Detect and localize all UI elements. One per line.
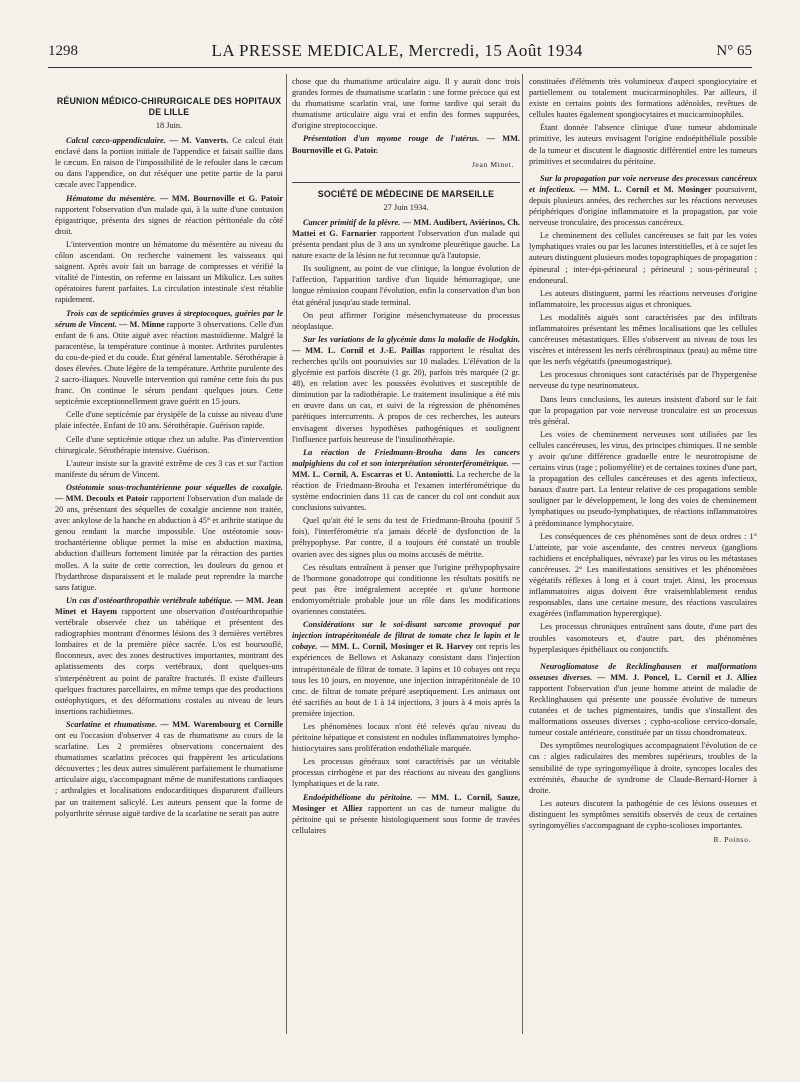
column-3 [529,76,757,845]
section-date-lille: 18 Juin. [155,121,183,130]
article-text: La recherche de la réaction de Friedmann-Brouha et l'examen interférométrique du système endocrinien dans 11 cas de cancer du col ont conduit aux conclusions suivantes. [292,469,520,513]
column-1 [55,76,283,821]
article-osteotomie [55,482,283,593]
paragraph: Les modalités aiguës sont caractérisées par des infiltrats inflammatoires présentant les mêmes localisations que les cellules cancéreuses métastatiques. Elles s'observent au niveau de tous les viscères et intéressent les nerfs cérébrospinaux (peau) au même titre que les nerfs végétatifs (pneumogastrique). [529,312,757,367]
journal-title: LA PRESSE MEDICALE, Mercredi, 15 Août 1934 [211,41,583,60]
paragraph: Dans leurs conclusions, les auteurs insistent d'abord sur le fait que la propagation par voie nerveuse tronculaire est un processus très général. [529,394,757,426]
article-title: Endoépithéliome du péritoine. [303,792,413,802]
article-sarcome [292,619,520,719]
paragraph: Celle d'une septicémie par érysipèle de la cuisse au niveau d'une plaie infectée. Enfant de 10 ans. Sérothérapie. Guérison rapide. [55,410,283,431]
paragraph: Quel qu'ait été le sens du test de Friedmann-Brouha (positif 5 fois), l'interférométrie n'a jamais décelé de dysfonction de la préhypophyse. Par contre, il a toujours été constaté un trouble ovarien avec des signes plus ou moins accusés de métrite. [292,516,520,559]
paragraph: L'auteur insiste sur la gravité extrême de ces 3 cas et sur l'action manifeste du sérum de Vincent. [55,458,283,479]
article-title: Scarlatine et rhumatisme. [66,719,158,729]
article-title: Calcul cæco-appendiculaire. [66,136,166,146]
article-text: ont repris les expériences de Bellows et Askanazy consistant dans l'injection intrapéritonéale de filtrat de tomate. 3 lapins et 10 cobayes ont reçu tous les 10 jours, en moyenne, une injection intrapéritonéale de 10 cmc. de filtrat de tomate préparé aseptiquement. Les animaux ont été sacrifiés au bout de 1 à 14 injections, 3 jours à 4 mois après la première injection. [292,642,520,718]
article-authors: — MM. Bournoville et G. Patoir [159,193,284,203]
article-text: rapporte 3 observations. Celle d'un enfant de 6 ans. Otite aiguë avec réaction mastoïdienne. Malgré la paracentèse, la température continue à monter. Arthrites purulentes du cou-de-pied et du coude. État général lamentable. Sérothérapie à doses élevées. Chute légère de la température. Arthrite purulente des 2 sacro-iliaques. Nouvelle intervention qui ramène cette fois du pus franc. On continue le sérum pendant quelques jours. Cette septicémie exceptionnellement grave guérit en 15 jours. [55,319,283,407]
paragraph: Les phénomènes locaux n'ont été relevés qu'au niveau du péritoine hépatique et consistent en nodules inflammatoires lympho-histiocytaires sans prolifération endothéliale marquée. [292,721,520,754]
article-authors: — MM. Bournoville et G. Patoir. [292,134,521,155]
article-text: rapportent une observation d'ostéoarthropathie vertébrale observée chez un tabétique et présentent des radiographies montrant d'énormes lésions des 3 dernières vertèbres lombaires et de la première pièce sacrée. L'os est boursouflé, floconneux, avec des zones destructives importantes, montrant des aplatissements des corps vertébraux, dont quelques-uns s'interpénètrent au point de paraître fracturés. Il existe d'ailleurs quelques fractures parcellaires, en même temps que des productions ostéophytiques, et des déformations costales au niveau de leurs insertions rachidiennes. [55,606,283,716]
section-title-lille: RÉUNION MÉDICO-CHIRURGICALE DES HOPITAUX DE LILLE [56,96,282,117]
article-neurogliomatose [529,661,757,739]
column-divider-2 [522,74,523,1034]
paragraph: Les processus généraux sont caractérisés par un véritable processus cirrhogène et par des réactions au niveau des ganglions lymphatiques et de la rate. [292,757,520,789]
article-endoepitheliome [292,792,520,836]
article-authors: — MM. Decoulx et Patoir [55,494,149,503]
article-authors: — MM. L. Cornil, A. Escarras et U. Antoniotti. [292,458,520,479]
article-text: Ce calcul était enclavé dans la portion initiale de l'appendice et faisait saillie dans le cæcum. En raison de l'impossibilité de le refouler dans le cæcum ou dans l'appendice, on dut réséquer une petite partie de la paroi cæcale avec l'appendice. [55,136,284,190]
paragraph: Ces résultats entraînent à penser que l'origine préhypophysaire de l'hormone gonadotrope qui conditionne les résultats positifs ne peut pas être intégralement acceptée et qu'une hormone endomyométriale probable joue un rôle dans les modifications ovariennes constatées. [292,562,520,617]
signature: R. Poinso. [713,835,751,845]
article-title: La réaction de Friedmann-Brouha dans les cancers malpighiens du col et son interprétation séronterférométrique. [292,447,520,468]
article-title: Cancer primitif de la plèvre. [303,217,401,227]
article-authors: — MM. J. Poncel, L. Cornil et J. Alliez [597,672,757,682]
article-propagation [529,173,757,228]
article-authors: — MM. Jean Minet et Hayem [55,595,283,616]
article-title: Hématome du mésentère. [66,193,157,203]
paragraph: Les processus chroniques sont caractérisés par de l'hypergenèse nerveuse du type neurinomateux. [529,370,757,391]
paragraph: On peut affirmer l'origine mésenchymateuse du processus néoplasique. [292,310,520,331]
article-title: Trois cas de septicémies graves à streptocoques, guéries par le sérum de Vincent. [55,308,283,329]
paragraph: Celle d'une septicémie otique chez un adulte. Pas d'intervention chirurgicale. Sérothérapie intensive. Guérison. [55,434,283,455]
paragraph: Les processus chroniques entraînent sans doute, d'une part des troubles vasomoteurs et, d'autre part, des phénomènes hyperplasiques épithéliaux ou conjonctifs. [529,622,757,654]
article-osteoarthropathie [55,595,283,717]
column-divider-1 [286,74,287,1034]
paragraph: Ils soulignent, au point de vue clinique, la longue évolution de l'affection, l'apparition tardive d'un liquide hémorragique, une longue rémission coupant l'évolution, enfin la conservation d'un bon état général jusqu'au stade terminal. [292,264,520,307]
article-text: rapportent l'observation d'un malade de 20 ans, présentant des séquelles de coxalgie ancienne non traitée, avec ankylose de la hanche en abduction à 45° et arthrite statique du genou rendant la marche impossible. Une ostéotomie sous-trochantérienne oblique permet la mise en abduction maxima, abduction d'ailleurs fortement limitée par la rétraction des parties molles. A la suite de cette correction, les douleurs du genou et l'hydarthrose disparaissent et le malade peut reprendre la marche sans fatigue. [55,494,284,592]
paragraph: chose que du rhumatisme articulaire aigu. Il y aurait donc trois grandes formes de rhumatisme scarlatin : une forme précoce qui est du rhumatisme scarlatin vrai, une forme tardive qui serait du rhumatisme articulaire aigu vrai et enfin des formes suppurées, d'origine streptococcique. [292,77,520,131]
article-authors: — MM. L. Cornil, Sauze, Mosinger et Alliez [292,792,520,813]
article-authors: — MM. L. Cornil, Mosinger et R. Harvey [320,642,473,652]
article-text: rapportent le résultat des recherches qu'ils ont poursuivies sur 10 malades. L'élévation de la glycémie est parfois discrète (1 gr. 20), parfois très marquée (2 gr. 48), en relation avec les poussées évolutives et susceptible de diminution par la radiothérapie. Le traitement insulinique a été mis en œuvre dans un cas, et suivi de la régression de phénomènes parétiques intercurrents. A propos de ces recherches, les auteurs envisagent diverses hypothèses pathogéniques et soulignent l'influence parfois heureuse de l'insulinothérapie. [292,345,520,444]
article-myome [292,133,520,155]
article-text: rapportent l'observation d'un malade qui, à la suite d'une contusion épigastrique, présenta des signes de réaction péritonéale du côté droit. [55,204,283,236]
article-title: Ostéotomie sous-trochantérienne pour séquelles de coxalgie. [66,482,283,492]
article-hematome [55,193,283,237]
article-authors: — M. Vanverts. [169,136,229,146]
column-2 [292,76,520,838]
paragraph: constituées d'éléments très volumineux d'aspect spongiocytaire et partiellement ou totalement mucicarminophiles. Par ailleurs, il existe en certains points des formations adénoïdes, revêtues de cellules hautes également spongiocytaires et mucicarminophiles. [529,77,757,120]
article-septicemies [55,308,283,408]
article-text: rapportent l'observation d'un malade qui présenta pendant plus de 3 ans un syndrome pleurétique gauche. La nature exacte de la lésion ne fut reconnue qu'à l'autopsie. [292,228,520,261]
issue-number: N° 65 [716,42,752,59]
article-calcul [55,135,283,190]
paragraph: Des symptômes neurologiques accompagnaient l'évolution de ce cas : algies radiculaires des membres supérieurs, troubles de la sensibilité de type syringomyélique à droite, syncopes locales des extrémités, ébauche de syndrome de Claude-Bernard-Horner à droite. [529,741,757,795]
paragraph: Étant donnée l'absence clinique d'une tumeur abdominale primitive, les auteurs envisagent l'origine endoépithéliale possible de la tumeur et discutent le diagnostic différentiel entre les tumeurs primitives et secondaires du péritoine. [529,123,757,166]
article-glycemie [292,334,520,445]
article-title: Présentation d'un myome rouge de l'utérus. [303,134,480,144]
article-text: rapportent un cas de tumeur maligne du péritoine qui se présente histologiquement sous forme de travées cellulaires [292,803,520,835]
article-authors: — MM. L. Cornil et M. Mosinger [579,184,712,194]
article-title: Considérations sur le soi-disant sarcome provoqué par injection intrapéritonéale de filtrat de tomate chez le lapin et le cobaye. [292,620,520,652]
article-title: Neurogliomatose de Recklinghausen et malformations osseuses diverses. [529,661,757,682]
paragraph: Le cheminement des cellules cancéreuses se fait par les voies lymphatiques vraies ou par les lacunes interstitielles, et à ce sujet les auteurs distinguent plusieurs modes topographiques de propagation : épineural ; inter-épi-périneural ; périneural ; sous-périneural ; endoneural. [529,231,757,285]
article-title: Sur les variations de la glycémie dans la maladie de Hodgkin. [303,334,520,344]
article-title: Un cas d'ostéoarthropathie vertébrale tabétique. [66,595,233,605]
article-cancer-plevre [292,217,520,261]
section-title-marseille: SOCIÉTÉ DE MÉDECINE DE MARSEILLE [317,188,495,199]
paragraph: Les auteurs distinguent, parmi les réactions nerveuses d'origine inflammatoire, les processus aigus et chroniques. [529,288,757,309]
paragraph: Les auteurs discutent la pathogénie de ces lésions osseuses et distinguent les symptômes sensitifs observés de ceux de certaines syringomyélies s'accompagnant de cypho-scolioses importantes. [529,798,757,830]
article-text: ont eu l'occasion d'observer 4 cas de rhumatisme au cours de la scarlatine. Les 2 premières observations concernaient des rhumatismes scarlatins précoces qui frappèrent les articulations découvertes ; les deux autres simulèrent parfaitement le rhumatisme articulaire aigu, s'accompagnant même de manifestations cardiaques ; arthralgies et localisations endocarditiques disparurent d'ailleurs par un traitement salicylé. Les auteurs pensent que la forme de polyarthrite séreuse aiguë tardive de la scarlatine ne serait pas autre [55,730,283,818]
article-scarlatine [55,719,283,819]
article-authors: — M. Minne [119,319,165,329]
article-text: poursuivent, depuis plusieurs années, des recherches sur les réactions nerveuses périphériques d'origine inflammatoire et la propagation, par voie nerveuse tronculaire, des processus cancéreux. [529,184,757,228]
article-authors: — MM. L. Cornil et J.-E. Paillas [292,345,425,355]
article-authors: — MM. Warembourg et Cornille [160,719,284,729]
paragraph: Les voies de cheminement nerveuses sont utilisées par les cellules cancéreuses, les virus, des principes chimiques. Il ne semble y avoir qu'une différence graduelle entre le neurotropisme de certains virus (rage ; poliomyélite) et de certaines toxines d'une part, la propagation des cellules cancéreuses et des agents infectieux, banaux d'autre part. La lenteur relative de ces propagations semble souligner par le développement, le long des voies de cheminement lymphatiques ou pseudo-lymphatiques, de réactions inflammatoires à prédominance lymphocytaire. [529,429,757,528]
section-rule [292,182,520,183]
page-header [48,38,752,64]
page-number: 1298 [48,42,78,59]
section-date-marseille: 27 Juin 1934. [383,202,429,212]
article-title: Sur la propagation par voie nerveuse des processus cancéreux et infectieux. [529,173,757,194]
article-friedmann [292,447,520,514]
signature: Jean Minet. [471,159,514,169]
paragraph: L'intervention montre un hématome du mésentère au niveau du côlon ascendant. On recherche vainement les vaisseaux qui saignent. Après avoir fait un barrage de compresses et vérifié la vitalité de l'intestin, on referme en laissant un Mikulicz. Les suites opératoires furent parfaites. La circulation intestinale s'est rétablie rapidement. [55,239,283,305]
paragraph: Les conséquences de ces phénomènes sont de deux ordres : 1° L'atteinte, par voie ascendante, des centres nerveux (ganglions rachidiens et encéphaliques, névraxe) par les virus ou les métastases cancéreuses. 2° Les manifestations sensitives et les phénomènes végétatifs réflexes à long et à court trajet. Ainsi, les processus inflammatoires aigus doivent être vraisemblablement rendus responsables, dans une certaine mesure, des réactions vasculaires exagérées (inflammation hyperergique). [529,531,757,619]
article-text: rapportent l'observation d'un jeune homme atteint de maladie de Recklinghausen qui présente une poussée évolutive de tumeurs cutanées et de taches pigmentaires, tandis que s'installent des malformations osseuses diverses ; cypho-scoliose cervico-dorsale, tumeur costale antérieure, constituée par un tissu chondromateux. [529,683,757,738]
article-authors: — MM. Audibert, Aviérinos, Ch. Mattei et G. Farnarier [292,217,520,238]
header-rule [48,67,752,68]
